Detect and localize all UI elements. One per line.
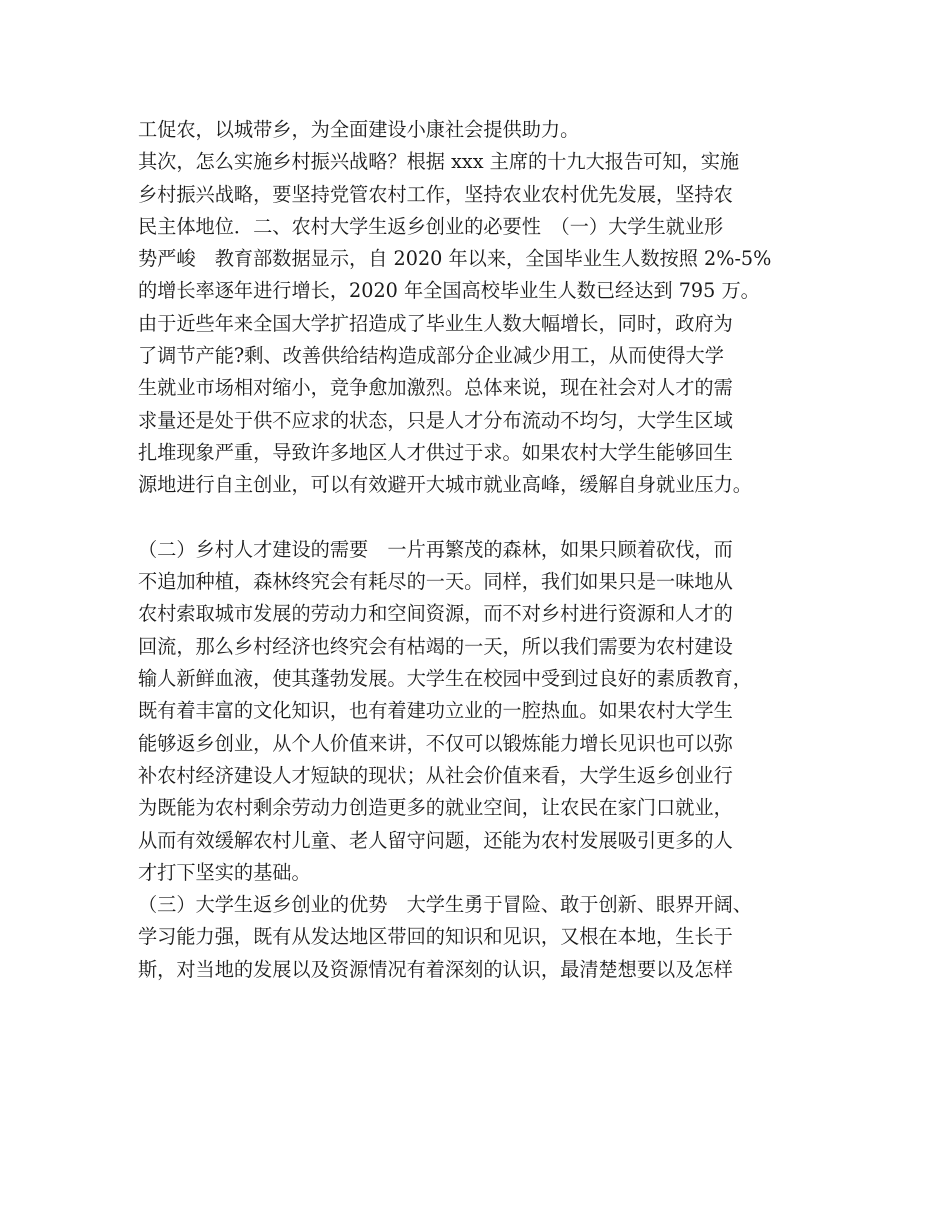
text-line: 工促农，以城带乡，为全面建设小康社会提供助力。 [138, 118, 580, 141]
blank-line [138, 502, 838, 534]
text-line: 回流，那么乡村经济也终究会有枯竭的一天，所以我们需要为农村建设 [138, 634, 733, 658]
text-line: 乡村振兴战略，要坚持党管农村工作，坚持农业农村优先发展，坚持农 [138, 182, 733, 206]
text-line: 扎堆现象严重，导致许多地区人才供过于求。如果农村大学生能够回生 [138, 440, 733, 464]
text-line: 了调节产能?剩、改善供给结构造成部分企业减少用工，从而使得大学 [138, 344, 724, 368]
text-line: 的增长率逐年进行增长，2020 年全国高校毕业生人数已经达到 795 万。 [138, 279, 760, 303]
text-line: 农村索取城市发展的劳动力和空间资源，而不对乡村进行资源和人才的 [138, 602, 733, 626]
text-line: 不追加种植，森林终究会有耗尽的一天。同样，我们如果只是一味地从 [138, 570, 733, 594]
text-line: 生就业市场相对缩小，竞争愈加激烈。总体来说，现在社会对人才的需 [138, 376, 733, 400]
text-line: 由于近些年来全国大学扩招造成了毕业生人数大幅增长，同时，政府为 [138, 311, 733, 335]
text-line: （三）大学生返乡创业的优势 大学生勇于冒险、敢于创新、眼界开阔、 [138, 893, 752, 917]
text-line: 才打下坚实的基础。 [138, 860, 311, 884]
text-line: 求量还是处于供不应求的状态，只是人才分布流动不均匀，大学生区域 [138, 408, 733, 432]
text-line: 输人新鲜血液，使其蓬勃发展。大学生在校园中受到过良好的素质教育， [138, 667, 752, 691]
text-line: （二）乡村人才建设的需要 一片再繁茂的森林，如果只顾着砍伐，而 [138, 537, 733, 561]
text-line: 民主体地位．二、农村大学生返乡创业的必要性 （一）大学生就业形 [138, 214, 724, 238]
text-line: 斯，对当地的发展以及资源情况有着深刻的认识，最清楚想要以及怎样 [138, 957, 733, 981]
text-line: 从而有效缓解农村儿童、老人留守问题，还能为农村发展吸引更多的人 [138, 828, 733, 852]
text-line: 能够返乡创业，从个人价值来讲，不仅可以锻炼能力增长见识也可以弥 [138, 731, 733, 755]
text-line: 其次，怎么实施乡村振兴战略？根据 xxx 主席的十九大报告可知，实施 [138, 150, 740, 174]
text-line: 学习能力强，既有从发达地区带回的知识和见识，又根在本地，生长于 [138, 925, 733, 949]
text-line: 为既能为农村剩余劳动力创造更多的就业空间，让农民在家门口就业， [138, 796, 733, 820]
body-text [138, 114, 838, 986]
text-line: 补农村经济建设人才短缺的现状；从社会价值来看，大学生返乡创业行 [138, 763, 733, 787]
text-line: 势严峻 教育部数据显示，自 2020 年以来，全国毕业生人数按照 2%-5% [138, 247, 772, 271]
text-line: 既有着丰富的文化知识，也有着建功立业的一腔热血。如果农村大学生 [138, 699, 733, 723]
text-line: 源地进行自主创业，可以有效避开大城市就业高峰，缓解自身就业压力。 [138, 473, 752, 497]
